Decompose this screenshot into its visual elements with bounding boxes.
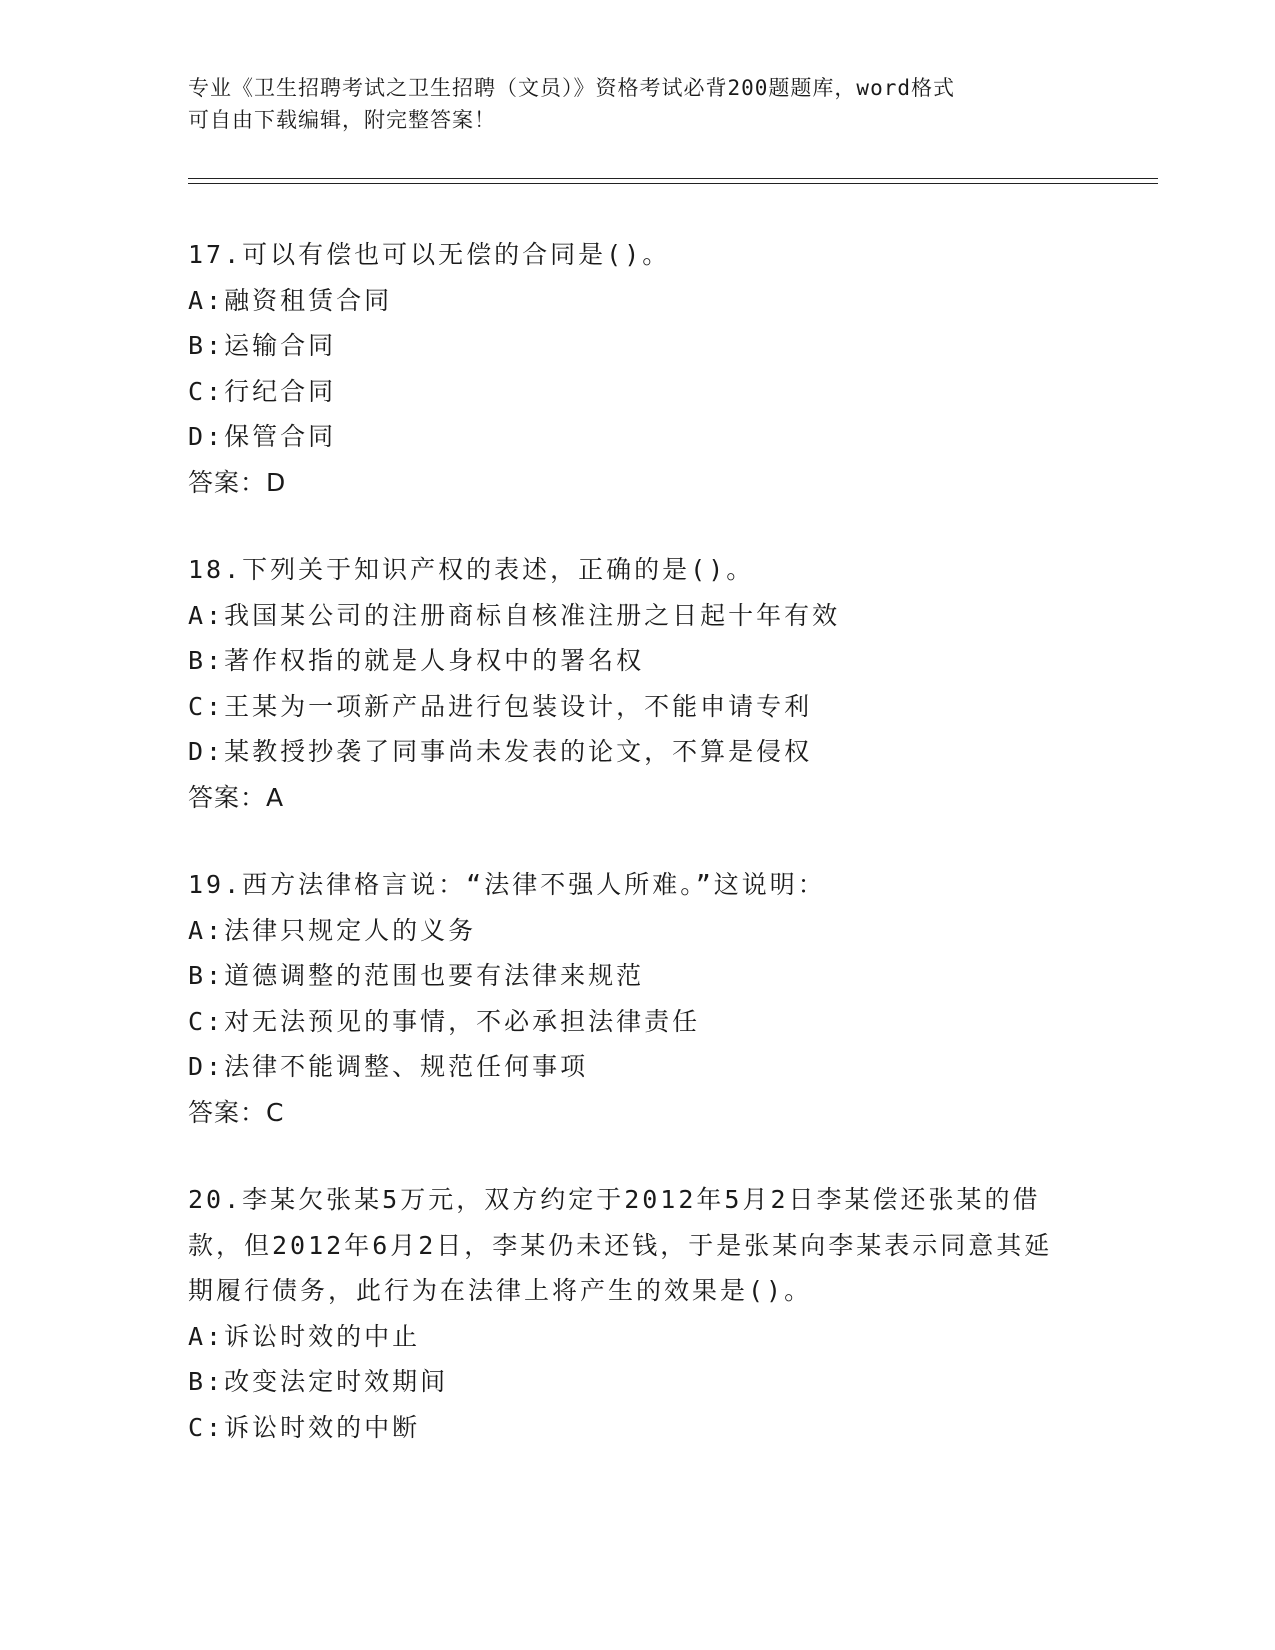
option-c: C:行纪合同 [188,376,337,406]
option-a: A:融资租赁合同 [188,285,393,315]
answer: 答案：C [188,1097,285,1127]
option-c: C:对无法预见的事情，不必承担法律责任 [188,1006,701,1036]
question-17 [188,232,1088,505]
answer: 答案：D [188,467,287,497]
option-a: A:法律只规定人的义务 [188,915,477,945]
option-d: D:法律不能调整、规范任何事项 [188,1052,589,1081]
option-a: A:诉讼时效的中止 [188,1321,421,1351]
option-b: B:道德调整的范围也要有法律来规范 [188,961,645,990]
option-b: B:改变法定时效期间 [188,1367,449,1396]
header-line-1: 专业《卫生招聘考试之卫生招聘（文员）》资格考试必背200题题库，word格式 [188,76,955,100]
option-d: D:某教授抄袭了同事尚未发表的论文，不算是侵权 [188,737,813,766]
question-list [188,232,1088,1492]
option-c: C:王某为一项新产品进行包装设计，不能申请专利 [188,691,813,721]
question-19 [188,862,1088,1135]
option-c: C:诉讼时效的中断 [188,1412,421,1442]
header-divider-bottom [188,183,1158,184]
option-d: D:保管合同 [188,422,337,451]
question-20 [188,1177,1088,1450]
document-header [188,72,1088,136]
answer: 答案：A [188,782,285,812]
question-18 [188,547,1088,820]
question-stem: 18.下列关于知识产权的表述，正确的是()。 [188,555,755,584]
option-a: A:我国某公司的注册商标自核准注册之日起十年有效 [188,600,841,630]
option-b: B:运输合同 [188,331,337,360]
question-stem: 20.李某欠张某5万元，双方约定于2012年5月2日李某偿还张某的借款，但2012年6月2日，李某仍未还钱，于是张某向李某表示同意其延期履行债务，此行为在法律上将产生的效果是()。 [188,1185,1053,1305]
question-stem: 19.西方法律格言说：“法律不强人所难。”这说明： [188,870,826,899]
header-line-2: 可自由下载编辑，附完整答案！ [188,108,496,132]
question-stem: 17.可以有偿也可以无偿的合同是()。 [188,240,671,269]
header-divider-top [188,178,1158,179]
option-b: B:著作权指的就是人身权中的署名权 [188,646,645,675]
